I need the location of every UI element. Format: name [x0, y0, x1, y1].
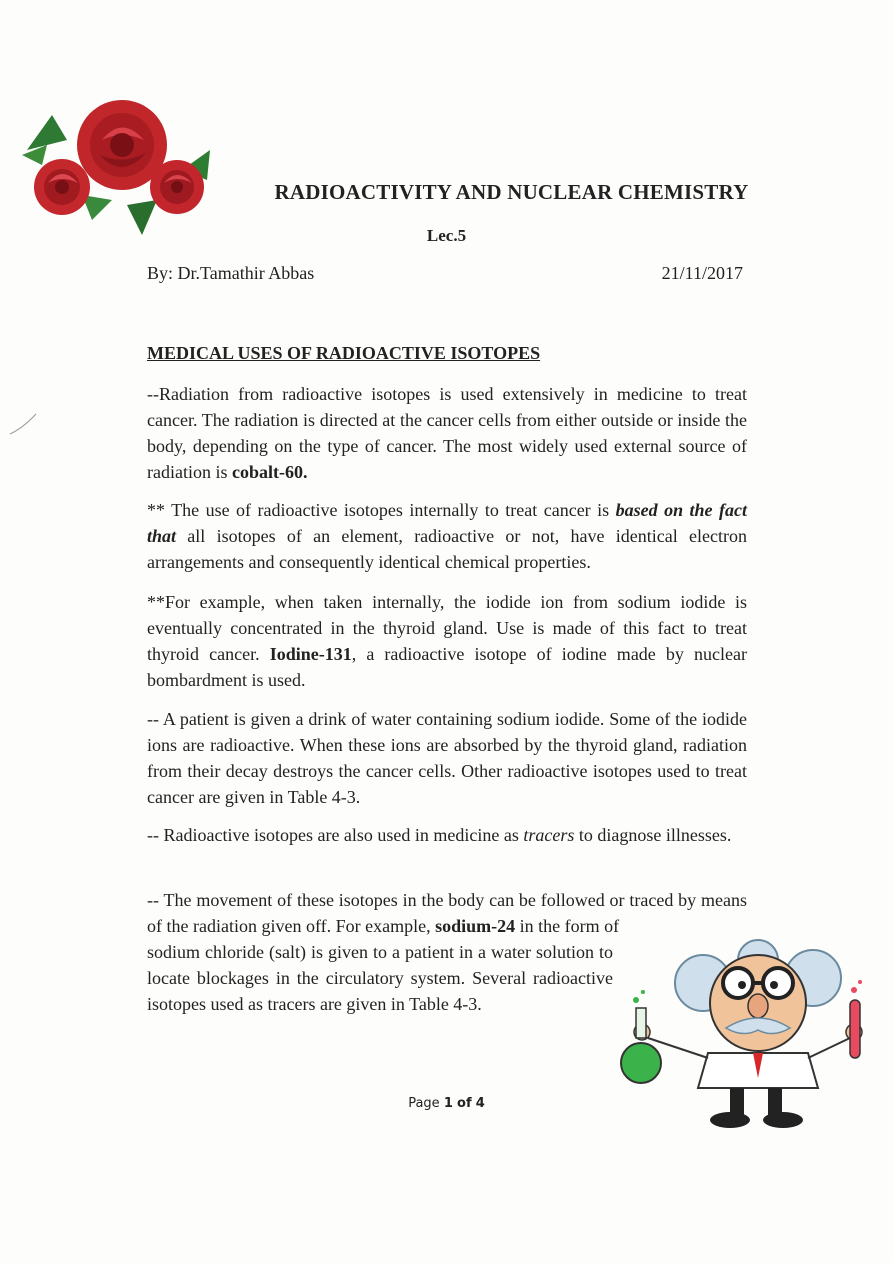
page-total: 4	[475, 1096, 485, 1111]
paragraph-6-text-c: sodium chloride (salt) is given to a patient in a water solution to locate blockages in the circulatory system. Several radioactive isotopes used as tracers are given in Table 4-3.	[147, 942, 613, 1014]
paragraph-3	[147, 589, 747, 693]
paragraph-1-text: --Radiation from radioactive isotopes is used extensively in medicine to treat cancer. The radiation is directed at the cancer cells from either outside or inside the body, depending on the type of cancer. The most widely used external source of radiation is	[147, 384, 747, 482]
paragraph-1-bold: cobalt-60.	[231, 462, 308, 482]
paragraph-2-emphasis: based on the fact that	[147, 500, 747, 546]
page-number	[0, 1096, 893, 1111]
margin-mark	[8, 410, 38, 440]
paragraph-6-text-a: -- The movement of these isotopes in the body can be followed or traced by means of the radiation given off. For example,	[147, 890, 747, 936]
author-line: By: Dr.Tamathir Abbas	[147, 263, 315, 283]
paragraph-5	[147, 822, 747, 848]
paragraph-4-text: -- A patient is given a drink of water containing sodium iodide. Some of the iodide ions are radioactive. When these ions are absorbed by the thyroid gland, radiation from their decay destroys the cancer cells. Other radioactive isotopes used to treat cancer are given in Table 4-3.	[147, 709, 747, 807]
paragraph-1	[147, 381, 747, 485]
section-heading: MEDICAL USES OF RADIOACTIVE ISOTOPES	[147, 343, 541, 363]
document-date: 21/11/2017	[661, 263, 743, 283]
paragraph-2-text-a: ** The use of radioactive isotopes internally to treat cancer is	[147, 500, 616, 520]
lecture-number: Lec.5	[426, 226, 467, 245]
paragraph-3-text-b: , a radioactive isotope of iodine made by nuclear bombardment is used.	[147, 644, 747, 690]
paragraph-6-bold: sodium-24	[435, 916, 516, 936]
paragraph-6-text-b: in the form of	[515, 916, 620, 936]
paragraph-3-bold: Iodine-131	[269, 644, 352, 664]
paragraph-5-italic: tracers	[523, 825, 575, 845]
page-word: Page	[408, 1096, 440, 1111]
roses-image	[22, 95, 217, 235]
paragraph-5-text-a: -- Radioactive isotopes are also used in medicine as	[147, 825, 524, 845]
paragraph-2	[147, 497, 747, 575]
page-current: 1	[443, 1096, 453, 1111]
page-of: of	[457, 1096, 472, 1111]
paragraph-4	[147, 706, 747, 810]
document-title: RADIOACTIVITY AND NUCLEAR CHEMISTRY	[274, 180, 749, 204]
paragraph-3-text-a: **For example, when taken internally, the iodide ion from sodium iodide is eventually concentrated in the thyroid gland. Use is made of this fact to treat thyroid cancer.	[147, 592, 747, 664]
paragraph-2-text-b: all isotopes of an element, radioactive or not, have identical electron arrangements and consequently identical chemical properties.	[147, 526, 747, 572]
paragraph-5-text-b: to diagnose illnesses.	[574, 825, 732, 845]
